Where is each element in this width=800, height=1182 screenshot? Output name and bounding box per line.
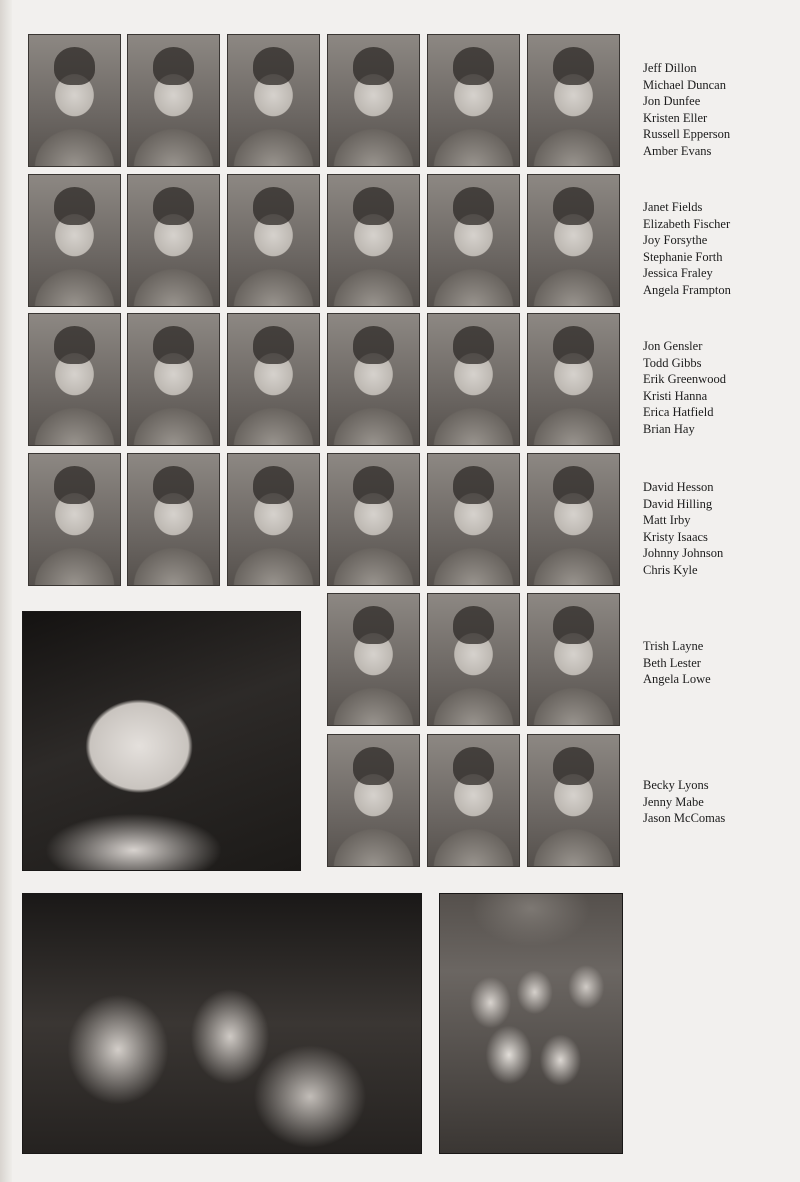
portrait-photo <box>327 593 420 726</box>
candid-photo-classroom <box>22 893 422 1154</box>
portrait-photo <box>527 734 620 867</box>
portrait-photo <box>28 313 121 446</box>
portrait-photo <box>227 313 320 446</box>
student-name: Erik Greenwood <box>643 372 726 387</box>
student-name: Michael Duncan <box>643 77 726 92</box>
student-name: Erica Hatfield <box>643 405 714 420</box>
student-name: Kristen Eller <box>643 110 708 125</box>
student-name: Beth Lester <box>643 655 701 670</box>
portrait-photo <box>527 174 620 307</box>
portrait-photo <box>127 34 220 167</box>
portrait-photo <box>527 313 620 446</box>
portrait-photo <box>427 453 520 586</box>
student-name: Janet Fields <box>643 200 703 214</box>
page-spine <box>0 0 12 1182</box>
student-name: David Hilling <box>643 496 713 511</box>
student-name: Johnny Johnson <box>643 546 724 561</box>
student-name: Angela Frampton <box>643 282 731 297</box>
portrait-photo <box>427 734 520 867</box>
student-name: Trish Layne <box>643 639 704 653</box>
portrait-photo <box>527 34 620 167</box>
name-list-4 <box>643 479 723 579</box>
portrait-photo <box>227 174 320 307</box>
student-name: Kristi Hanna <box>643 388 708 403</box>
portrait-photo <box>127 174 220 307</box>
portrait-photo <box>127 453 220 586</box>
candid-photo-group <box>439 893 623 1154</box>
student-name: Jenny Mabe <box>643 794 704 809</box>
student-name: Becky Lyons <box>643 778 709 792</box>
name-list-5 <box>643 638 711 688</box>
student-name: Brian Hay <box>643 421 695 436</box>
name-list-6 <box>643 777 725 827</box>
student-name: Jon Gensler <box>643 339 703 353</box>
portrait-photo <box>427 313 520 446</box>
portrait-photo <box>127 313 220 446</box>
student-name: Amber Evans <box>643 143 712 158</box>
name-list-2 <box>643 199 731 299</box>
portrait-photo <box>327 734 420 867</box>
student-name: Elizabeth Fischer <box>643 216 731 231</box>
student-name: Russell Epperson <box>643 127 731 142</box>
portrait-photo <box>227 453 320 586</box>
portrait-photo <box>327 174 420 307</box>
candid-photo-party <box>22 611 301 871</box>
student-name: Jessica Fraley <box>643 266 713 281</box>
portrait-photo <box>427 593 520 726</box>
portrait-photo <box>527 453 620 586</box>
name-list-1 <box>643 60 730 160</box>
portrait-photo <box>427 34 520 167</box>
student-name: Kristy Isaacs <box>643 529 708 544</box>
portrait-photo <box>28 174 121 307</box>
portrait-photo <box>427 174 520 307</box>
portrait-photo <box>227 34 320 167</box>
student-name: Chris Kyle <box>643 562 698 577</box>
student-name: Matt Irby <box>643 513 691 528</box>
portrait-photo <box>28 453 121 586</box>
student-name: Jeff Dillon <box>643 61 697 75</box>
student-name: Jason McComas <box>643 811 726 826</box>
portrait-photo <box>327 34 420 167</box>
portrait-photo <box>527 593 620 726</box>
portrait-photo <box>327 313 420 446</box>
portrait-photo <box>327 453 420 586</box>
student-name: Angela Lowe <box>643 672 711 687</box>
student-name: Stephanie Forth <box>643 249 723 264</box>
portrait-photo <box>28 34 121 167</box>
student-name: David Hesson <box>643 480 714 494</box>
name-list-3 <box>643 338 726 438</box>
student-name: Joy Forsythe <box>643 233 708 248</box>
student-name: Todd Gibbs <box>643 355 702 370</box>
student-name: Jon Dunfee <box>643 94 701 109</box>
